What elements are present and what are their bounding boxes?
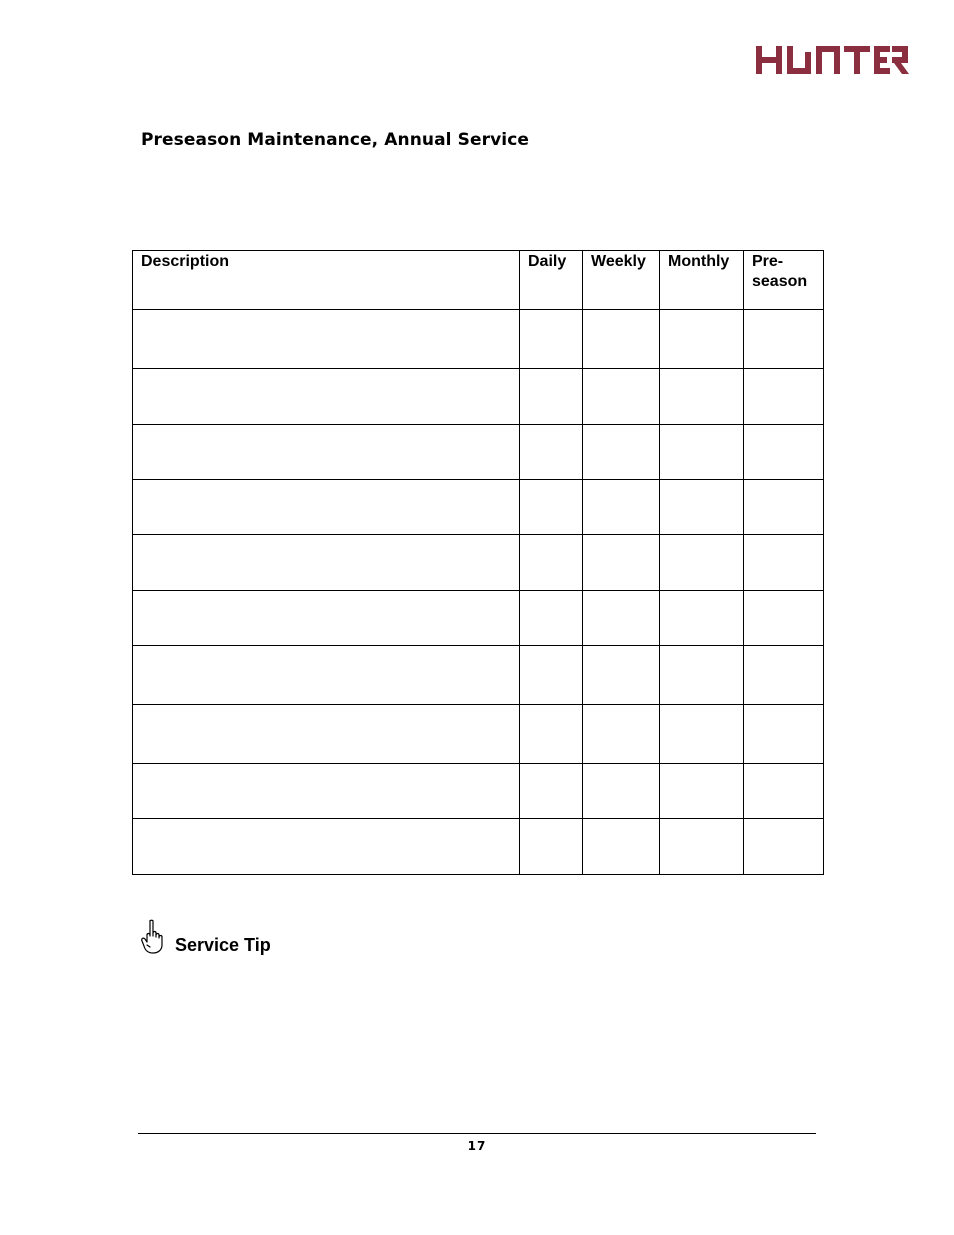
cell-preseason [744,591,824,646]
cell-monthly [660,535,744,591]
header-preseason: Pre- season [744,251,824,310]
cell-weekly [583,369,660,425]
cell-daily [520,425,583,480]
cell-description [133,425,520,480]
cell-monthly [660,646,744,705]
table-row [133,705,824,764]
cell-weekly [583,535,660,591]
service-tip [141,919,271,955]
page-title: Preseason Maintenance, Annual Service [141,130,530,150]
cell-description [133,646,520,705]
cell-monthly [660,705,744,764]
pointing-hand-icon [141,919,163,955]
cell-description [133,764,520,819]
cell-daily [520,369,583,425]
cell-daily [520,535,583,591]
cell-preseason [744,480,824,535]
table-row [133,425,824,480]
cell-weekly [583,646,660,705]
table-row [133,764,824,819]
cell-daily [520,591,583,646]
table-row [133,369,824,425]
cell-description [133,705,520,764]
cell-description [133,819,520,875]
cell-daily [520,819,583,875]
cell-description [133,480,520,535]
service-tip-label: Service Tip [175,935,271,955]
cell-monthly [660,310,744,369]
cell-monthly [660,591,744,646]
cell-preseason [744,646,824,705]
header-description: Description [133,251,520,310]
cell-weekly [583,705,660,764]
cell-description [133,310,520,369]
cell-weekly [583,310,660,369]
table-row [133,310,824,369]
cell-weekly [583,425,660,480]
cell-monthly [660,819,744,875]
cell-description [133,369,520,425]
cell-daily [520,480,583,535]
cell-description [133,591,520,646]
page-number: 17 [467,1139,487,1153]
cell-monthly [660,425,744,480]
cell-description [133,535,520,591]
table-row [133,535,824,591]
header-daily: Daily [520,251,583,310]
cell-preseason [744,369,824,425]
cell-weekly [583,591,660,646]
cell-daily [520,310,583,369]
cell-preseason [744,425,824,480]
header-weekly: Weekly [583,251,660,310]
maintenance-schedule-table [132,250,824,875]
cell-monthly [660,480,744,535]
cell-preseason [744,819,824,875]
table-row [133,819,824,875]
cell-preseason [744,705,824,764]
cell-monthly [660,764,744,819]
header-monthly: Monthly [660,251,744,310]
cell-daily [520,705,583,764]
table-row [133,591,824,646]
hunter-logo [754,42,910,78]
cell-preseason [744,535,824,591]
cell-preseason [744,764,824,819]
cell-weekly [583,764,660,819]
table-header-row [133,251,824,310]
cell-daily [520,764,583,819]
cell-preseason [744,310,824,369]
hunter-logo-mark [754,42,910,78]
table-row [133,646,824,705]
cell-monthly [660,369,744,425]
footer-divider [138,1133,816,1134]
table-row [133,480,824,535]
cell-daily [520,646,583,705]
cell-weekly [583,480,660,535]
cell-weekly [583,819,660,875]
